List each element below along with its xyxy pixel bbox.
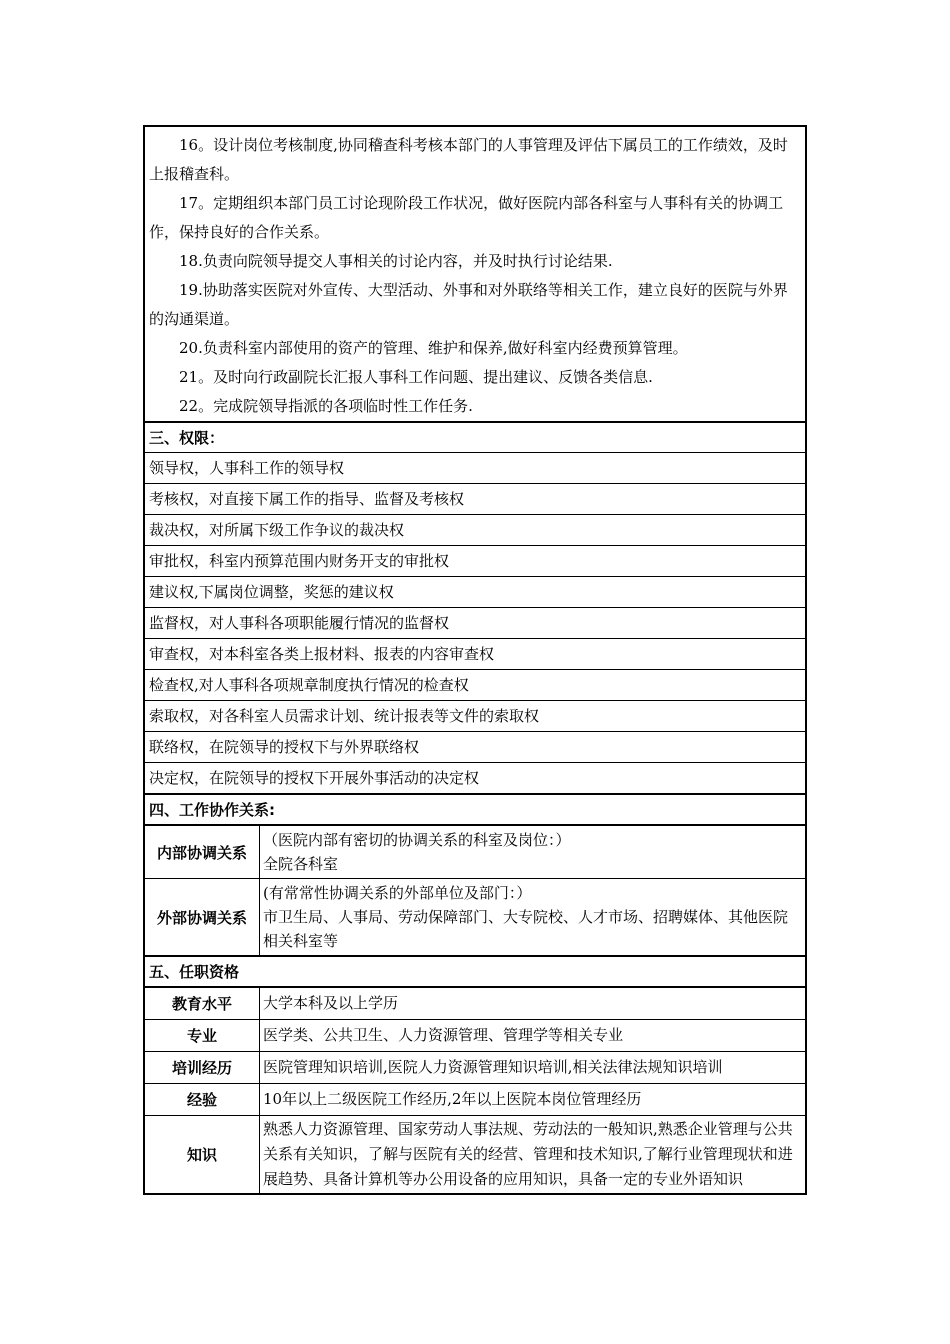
major-value: 医学类、公共卫生、人力资源管理、管理学等相关专业 <box>263 1026 624 1044</box>
external-coordination-note: (有常常性协调关系的外部单位及部门：） <box>263 884 532 902</box>
duty-item: 22。完成院领导指派的各项临时性工作任务. <box>179 397 473 415</box>
internal-coordination-note: （医院内部有密切的协调关系的科室及岗位：） <box>263 831 571 849</box>
internal-coordination-cell <box>260 826 805 878</box>
duty-item: 16。设计岗位考核制度,协同稽查科考核本部门的人事管理及评估下属员工的工作绩效，及时上报稽查科。 <box>149 136 788 183</box>
training-value: 医院管理知识培训,医院人力资源管理知识培训,相关法律法规知识培训 <box>263 1058 723 1076</box>
authority-item: 索取权，对各科室人员需求计划、统计报表等文件的索取权 <box>143 700 807 731</box>
duty-item: 21。及时向行政副院长汇报人事科工作问题、提出建议、反馈各类信息. <box>179 368 653 386</box>
experience-label: 经验 <box>145 1084 260 1115</box>
authority-item: 检查权,对人事科各项规章制度执行情况的检查权 <box>143 669 807 700</box>
authority-item: 领导权，人事科工作的领导权 <box>143 452 807 483</box>
external-coordination-value: 市卫生局、人事局、劳动保障部门、大专院校、人才市场、招聘媒体、其他医院相关科室等 <box>263 908 789 950</box>
authority-item: 考核权，对直接下属工作的指导、监督及考核权 <box>143 483 807 514</box>
knowledge-row <box>143 1115 807 1195</box>
education-value: 大学本科及以上学历 <box>263 994 399 1012</box>
duty-item: 17。定期组织本部门员工讨论现阶段工作状况，做好医院内部各科室与人事科有关的协调工作，保持良好的合作关系。 <box>149 194 784 241</box>
authority-item: 决定权，在院领导的授权下开展外事活动的决定权 <box>143 762 807 793</box>
training-label: 培训经历 <box>145 1052 260 1083</box>
authority-item: 联络权，在院领导的授权下与外界联络权 <box>143 731 807 762</box>
internal-coordination-value: 全院各科室 <box>263 855 339 873</box>
authority-item: 监督权，对人事科各项职能履行情况的监督权 <box>143 607 807 638</box>
cooperation-heading: 四、工作协作关系: <box>143 793 807 824</box>
authority-item: 建议权,下属岗位调整，奖惩的建议权 <box>143 576 807 607</box>
major-label: 专业 <box>145 1020 260 1051</box>
duty-item: 18.负责向院领导提交人事相关的讨论内容，并及时执行讨论结果. <box>179 252 613 270</box>
major-row <box>143 1019 807 1051</box>
duty-item: 19.协助落实医院对外宣传、大型活动、外事和对外联络等相关工作，建立良好的医院与外界的沟通渠道。 <box>149 281 788 328</box>
external-coordination-label: 外部协调关系 <box>145 879 260 955</box>
authority-item: 审查权，对本科室各类上报材料、报表的内容审查权 <box>143 638 807 669</box>
external-coordination-cell <box>260 879 805 955</box>
authority-item: 裁决权，对所属下级工作争议的裁决权 <box>143 514 807 545</box>
external-coordination-row <box>143 878 807 955</box>
training-row <box>143 1051 807 1083</box>
qualifications-heading: 五、任职资格 <box>143 955 807 986</box>
authority-item: 审批权，科室内预算范围内财务开支的审批权 <box>143 545 807 576</box>
education-label: 教育水平 <box>145 988 260 1019</box>
duty-item: 20.负责科室内部使用的资产的管理、维护和保养,做好科室内经费预算管理。 <box>179 339 688 357</box>
experience-value: 10年以上二级医院工作经历,2年以上医院本岗位管理经历 <box>263 1090 642 1108</box>
duties-section <box>143 125 807 421</box>
internal-coordination-label: 内部协调关系 <box>145 826 260 878</box>
knowledge-value: 熟悉人力资源管理、国家劳动人事法规、劳动法的一般知识,熟悉企业管理与公共关系有关知识，了解与医院有关的经营、管理和技术知识,了解行业管理现状和进展趋势、具备计算机等办公用设备的应用知识，具备一定的专业外语知识 <box>263 1120 793 1188</box>
internal-coordination-row <box>143 824 807 878</box>
experience-row <box>143 1083 807 1115</box>
education-row <box>143 986 807 1019</box>
job-description-table <box>143 125 807 1195</box>
authority-heading: 三、权限： <box>143 421 807 452</box>
knowledge-label: 知识 <box>145 1116 260 1193</box>
